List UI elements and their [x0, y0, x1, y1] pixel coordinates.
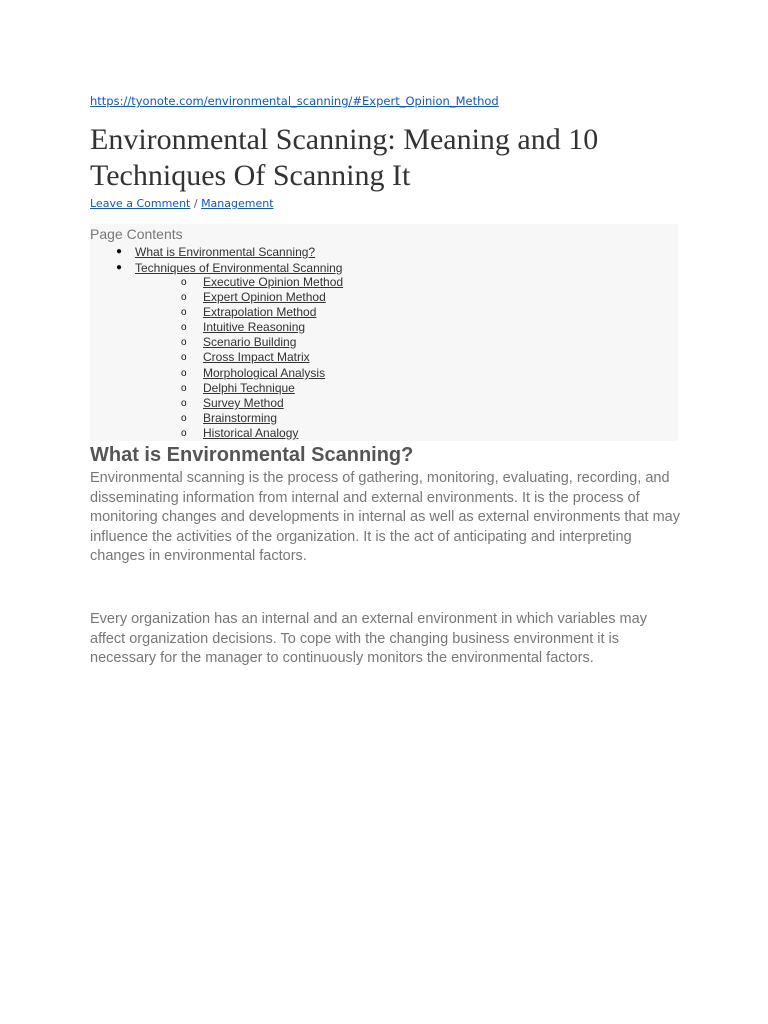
- post-meta: [90, 197, 274, 210]
- toc-subitem-label[interactable]: Survey Method: [203, 396, 284, 410]
- toc-subitem-label[interactable]: Cross Impact Matrix: [203, 350, 310, 364]
- circle-bullet-icon: o: [181, 383, 187, 394]
- toc-subitem-label[interactable]: Scenario Building: [203, 335, 297, 349]
- circle-bullet-icon: o: [181, 322, 187, 333]
- circle-bullet-icon: o: [181, 292, 187, 303]
- category-link[interactable]: Management: [201, 197, 274, 210]
- circle-bullet-icon: o: [181, 413, 187, 424]
- bullet-icon: ●: [116, 246, 123, 257]
- circle-bullet-icon: o: [181, 277, 187, 288]
- leave-comment-link[interactable]: Leave a Comment: [90, 197, 191, 210]
- circle-bullet-icon: o: [181, 307, 187, 318]
- circle-bullet-icon: o: [181, 337, 187, 348]
- section-heading: What is Environmental Scanning?: [90, 444, 414, 466]
- toc-subitem-label[interactable]: Expert Opinion Method: [203, 290, 326, 304]
- toc-subitem-label[interactable]: Historical Analogy: [203, 426, 299, 440]
- bullet-icon: ●: [116, 262, 123, 273]
- paragraph: Environmental scanning is the process of gathering, monitoring, evaluating, recording, and disseminating information from internal and external environments. It is the process of monitoring changes and developments in internal as well as external environments that may influence the activities of the organization. It is the act of anticipating and interpreting changes in environmental factors.: [90, 470, 680, 564]
- source-url-link[interactable]: https://tyonote.com/environmental_scanning/#Expert_Opinion_Method: [90, 94, 499, 108]
- circle-bullet-icon: o: [181, 368, 187, 379]
- toc-subitem-label[interactable]: Intuitive Reasoning: [203, 320, 306, 334]
- toc-subitem-label[interactable]: Brainstorming: [203, 411, 278, 425]
- toc-subitem-label[interactable]: Morphological Analysis: [203, 366, 326, 380]
- toc-subitem-label[interactable]: Executive Opinion Method: [203, 275, 344, 289]
- circle-bullet-icon: o: [181, 398, 187, 409]
- paragraph: Every organization has an internal and an external environment in which variables may affect organization decisions. To cope with the changing business environment it is necessary for the manager to continuously monitors the environmental factors.: [90, 611, 647, 666]
- page-title: Environmental Scanning: Meaning and 10 Techniques Of Scanning It: [90, 123, 599, 192]
- table-of-contents: [90, 224, 678, 441]
- circle-bullet-icon: o: [181, 428, 187, 439]
- toc-subitem-label[interactable]: Extrapolation Method: [203, 305, 317, 319]
- toc-item-label[interactable]: What is Environmental Scanning?: [135, 245, 316, 259]
- circle-bullet-icon: o: [181, 352, 187, 363]
- toc-subitem-label[interactable]: Delphi Technique: [203, 381, 295, 395]
- toc-title: Page Contents: [90, 226, 183, 242]
- meta-separator: /: [190, 197, 202, 210]
- toc-item-label[interactable]: Techniques of Environmental Scanning: [135, 261, 343, 275]
